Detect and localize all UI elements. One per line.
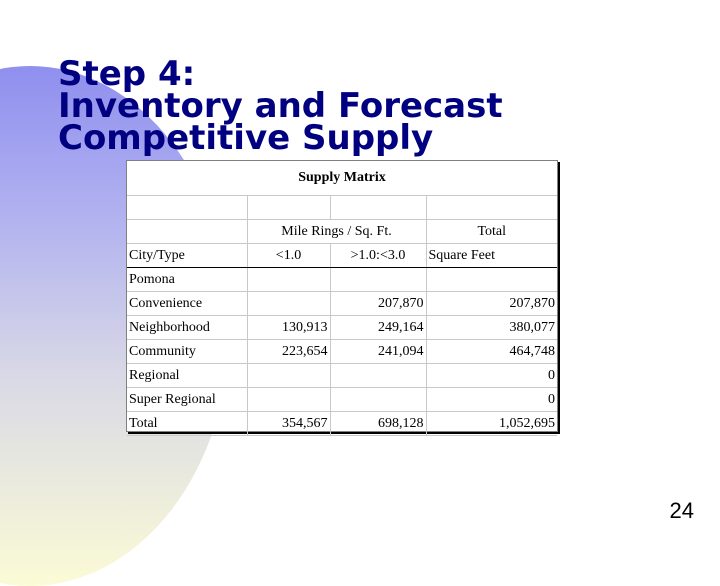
total-header: Total	[426, 220, 557, 244]
cell-total: 0	[426, 388, 557, 412]
table-row	[127, 292, 557, 316]
cell-total: 464,748	[426, 340, 557, 364]
table-row	[127, 340, 557, 364]
empty-cell	[127, 220, 247, 244]
cell-under-1	[247, 268, 330, 292]
column-header-city-type: City/Type	[127, 244, 247, 268]
table-row	[127, 316, 557, 340]
cell-1-to-3: 207,870	[330, 292, 426, 316]
column-header-1-to-3: >1.0:<3.0	[330, 244, 426, 268]
empty-cell	[426, 196, 557, 220]
cell-total: 1,052,695	[426, 412, 557, 436]
page-number: 24	[669, 498, 694, 523]
row-type: Super Regional	[127, 388, 247, 412]
cell-1-to-3: 698,128	[330, 412, 426, 436]
title-line-3: Competitive Supply	[58, 118, 434, 158]
row-type: Pomona	[127, 268, 247, 292]
row-type: Convenience	[127, 292, 247, 316]
row-type: Regional	[127, 364, 247, 388]
column-header-square-feet: Square Feet	[426, 244, 557, 268]
cell-under-1	[247, 388, 330, 412]
matrix-title: Supply Matrix	[127, 161, 557, 196]
table-row	[127, 268, 557, 292]
table-row	[127, 412, 557, 436]
row-type: Community	[127, 340, 247, 364]
table-row	[127, 364, 557, 388]
empty-cell	[330, 196, 426, 220]
cell-total: 207,870	[426, 292, 557, 316]
cell-1-to-3: 241,094	[330, 340, 426, 364]
cell-under-1: 130,913	[247, 316, 330, 340]
row-type: Neighborhood	[127, 316, 247, 340]
cell-total	[426, 268, 557, 292]
cell-total: 0	[426, 364, 557, 388]
cell-under-1	[247, 292, 330, 316]
cell-1-to-3: 249,164	[330, 316, 426, 340]
cell-under-1: 223,654	[247, 340, 330, 364]
empty-cell	[127, 196, 247, 220]
cell-total: 380,077	[426, 316, 557, 340]
cell-1-to-3	[330, 388, 426, 412]
supply-matrix-table	[126, 160, 558, 432]
table-row	[127, 388, 557, 412]
title-line-1: Step 4:	[58, 54, 196, 94]
cell-under-1: 354,567	[247, 412, 330, 436]
mile-rings-header: Mile Rings / Sq. Ft.	[247, 220, 426, 244]
cell-under-1	[247, 364, 330, 388]
slide-title	[58, 54, 503, 158]
empty-cell	[247, 196, 330, 220]
cell-1-to-3	[330, 268, 426, 292]
cell-1-to-3	[330, 364, 426, 388]
row-type: Total	[127, 412, 247, 436]
column-header-under-1: <1.0	[247, 244, 330, 268]
title-line-2: Inventory and Forecast	[58, 86, 503, 126]
